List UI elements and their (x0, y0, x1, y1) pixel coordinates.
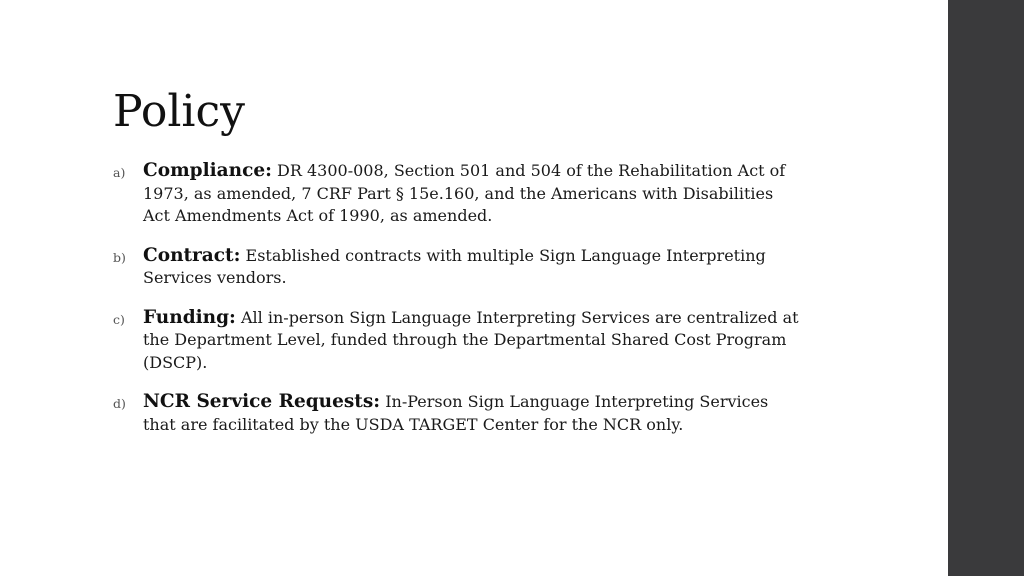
list-item-compliance (113, 160, 803, 228)
item-description: Established contracts with multiple Sign Language Interpreting Services vendors. (143, 245, 766, 287)
list-marker: d) (113, 396, 126, 411)
list-marker: a) (113, 165, 126, 180)
slide-title: Policy (113, 86, 245, 137)
list-item-contract (113, 245, 803, 290)
list-marker: b) (113, 249, 126, 265)
item-term: NCR Service Requests: (143, 391, 381, 412)
policy-list (113, 160, 803, 453)
list-item-funding (113, 307, 803, 375)
item-description: In-Person Sign Language Interpreting Services that are facilitated by the USDA TARGET Center for the NCR only. (143, 392, 769, 434)
list-marker: c) (113, 311, 125, 327)
item-term: Contract: (143, 244, 241, 266)
list-item-ncr-service-requests (113, 391, 803, 436)
item-description: All in-person Sign Language Interpreting Services are centralized at the Department Level, funded through the Departmental Shared Cost Program (DSCP). (143, 307, 799, 372)
side-accent-bar (948, 0, 1024, 576)
item-term: Compliance: (143, 160, 272, 181)
item-term: Funding: (143, 306, 236, 328)
item-description: DR 4300-008, Section 501 and 504 of the Rehabilitation Act of 1973, as amended, 7 CRF Part § 15e.160, and the Americans with Disabilities Act Amendments Act of 1990, as amended. (143, 161, 786, 225)
